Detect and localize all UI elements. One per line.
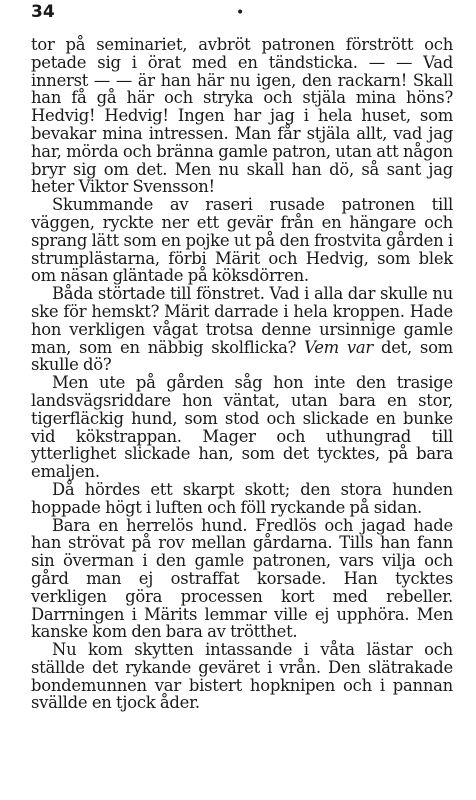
- paragraph-2: Skummande av raseri rusade patronen till väggen, ryckte ner ett gevär från en hängare och sprang lätt som en pojke ut på den frostvita gården i strumplästarna, förbi Märit och Hedvig, som blek om näsan gläntade på köksdörren.: [31, 195, 453, 286]
- paragraph-5: Då hördes ett skarpt skott; den stora hunden hoppade högt i luften och föll ryckande på sidan.: [31, 479, 453, 517]
- body-text: [31, 36, 453, 712]
- paragraph-3-ending: det, som skulle dö?: [31, 337, 453, 375]
- paragraph-3: [31, 285, 453, 374]
- page-number: 34: [31, 2, 55, 22]
- paragraph-7: Nu kom skytten intassande i våta lästar och ställde det rykande geväret i vrån. Den slätrakade bondemunnen var bistert hopknipen och i pannan svällde en tjock åder.: [31, 640, 453, 713]
- paragraph-3-text: Båda störtade till fönstret. Vad i alla dar skulle nu ske för hemskt? Märit darrade i hela kroppen. Hade hon verkligen vågat trotsa denne ursinnige gamle man, som en näbbig skolflicka?: [31, 284, 453, 357]
- page-marker-dot: •: [236, 5, 245, 21]
- paragraph-3-emphasis: Vem var: [304, 337, 374, 357]
- paragraph-6: Bara en herrelös hund. Fredlös och jagad hade han strövat på rov mellan gårdarna. Tills han fann sin överman i den gamle patronen, vars vilja och gård man ej ostraffat korsade. Han tycktes verkligen göra processen kort med rebeller. Darrningen i Märits lemmar ville ej upphöra. Men kanske kom den bara av trötthet.: [31, 515, 453, 642]
- paragraph-1: tor på seminariet, avbröt patronen förstrött och petade sig i örat med en tändsticka. — — Vad innerst — — är han här nu igen, den rackarn! Skall han få gå här och stryka och stjäla mina höns? Hedvig! Hedvig! Ingen har jag i hela huset, som bevakar mina intressen. Man får stjäla allt, vad jag har, mörda och bränna gamle patron, utan att någon bryr sig om det. Men nu skall han dö, så sant jag heter Viktor Svensson!: [31, 35, 453, 197]
- paragraph-4: Men ute på gården såg hon inte den trasige landsvägsriddare hon väntat, utan bara en stor, tigerfläckig hund, som stod och slickade en bunke vid kökstrappan. Mager och uthungrad till ytterlighet slickade han, som det tycktes, på bara emaljen.: [31, 373, 453, 482]
